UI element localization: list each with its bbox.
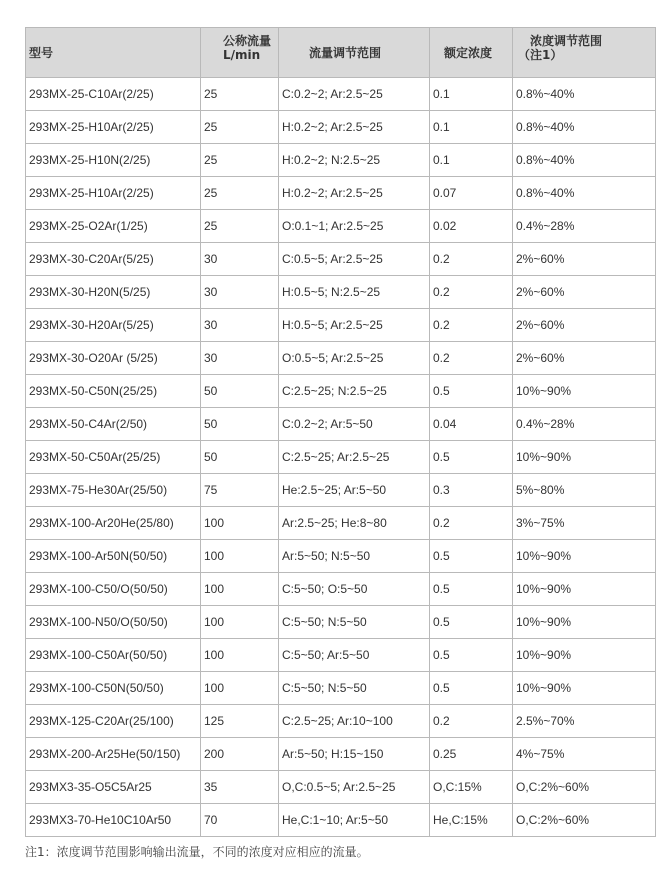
cell-concentration-range: 2.5%~70% xyxy=(513,705,656,738)
cell-nominal-flow: 70 xyxy=(201,804,279,837)
cell-model: 293MX-50-C50N(25/25) xyxy=(26,375,201,408)
table-row xyxy=(26,507,656,540)
cell-nominal-flow: 25 xyxy=(201,78,279,111)
cell-rated-concentration: He,C:15% xyxy=(430,804,513,837)
cell-concentration-range: 10%~90% xyxy=(513,606,656,639)
table-row xyxy=(26,573,656,606)
cell-model: 293MX-25-H10N(2/25) xyxy=(26,144,201,177)
header-concentration-range-note: （注1） xyxy=(518,48,563,62)
cell-concentration-range: 0.8%~40% xyxy=(513,111,656,144)
cell-flow-range: C:5~50; O:5~50 xyxy=(279,573,430,606)
cell-rated-concentration: 0.07 xyxy=(430,177,513,210)
cell-flow-range: C:0.2~2; Ar:2.5~25 xyxy=(279,78,430,111)
cell-nominal-flow: 100 xyxy=(201,639,279,672)
cell-flow-range: C:5~50; N:5~50 xyxy=(279,606,430,639)
cell-model: 293MX-30-H20N(5/25) xyxy=(26,276,201,309)
header-model: 型号 xyxy=(26,28,201,78)
table-row xyxy=(26,375,656,408)
cell-nominal-flow: 50 xyxy=(201,441,279,474)
header-nominal-flow-unit: L/min xyxy=(223,48,261,62)
cell-model: 293MX-100-C50Ar(50/50) xyxy=(26,639,201,672)
table-row xyxy=(26,78,656,111)
cell-rated-concentration: 0.1 xyxy=(430,111,513,144)
cell-concentration-range: 10%~90% xyxy=(513,573,656,606)
table-row xyxy=(26,177,656,210)
cell-flow-range: C:0.2~2; Ar:5~50 xyxy=(279,408,430,441)
cell-model: 293MX-25-O2Ar(1/25) xyxy=(26,210,201,243)
cell-model: 293MX-100-C50N(50/50) xyxy=(26,672,201,705)
cell-nominal-flow: 100 xyxy=(201,540,279,573)
cell-rated-concentration: 0.2 xyxy=(430,243,513,276)
header-rated-concentration: 额定浓度 xyxy=(430,28,513,78)
cell-flow-range: C:5~50; N:5~50 xyxy=(279,672,430,705)
cell-flow-range: Ar:2.5~25; He:8~80 xyxy=(279,507,430,540)
cell-rated-concentration: 0.04 xyxy=(430,408,513,441)
cell-rated-concentration: 0.1 xyxy=(430,144,513,177)
cell-concentration-range: 0.4%~28% xyxy=(513,408,656,441)
cell-model: 293MX-30-C20Ar(5/25) xyxy=(26,243,201,276)
cell-rated-concentration: 0.3 xyxy=(430,474,513,507)
cell-nominal-flow: 30 xyxy=(201,309,279,342)
cell-concentration-range: 0.8%~40% xyxy=(513,78,656,111)
cell-model: 293MX-50-C50Ar(25/25) xyxy=(26,441,201,474)
cell-nominal-flow: 100 xyxy=(201,573,279,606)
table-row xyxy=(26,639,656,672)
table-row xyxy=(26,738,656,771)
cell-concentration-range: 10%~90% xyxy=(513,639,656,672)
cell-rated-concentration: 0.2 xyxy=(430,507,513,540)
cell-nominal-flow: 30 xyxy=(201,276,279,309)
table-row xyxy=(26,771,656,804)
table-row xyxy=(26,804,656,837)
cell-concentration-range: 3%~75% xyxy=(513,507,656,540)
cell-rated-concentration: 0.5 xyxy=(430,540,513,573)
cell-flow-range: O,C:0.5~5; Ar:2.5~25 xyxy=(279,771,430,804)
table-row xyxy=(26,474,656,507)
cell-rated-concentration: 0.2 xyxy=(430,342,513,375)
cell-concentration-range: 10%~90% xyxy=(513,375,656,408)
cell-model: 293MX-30-O20Ar (5/25) xyxy=(26,342,201,375)
table-row xyxy=(26,540,656,573)
spec-table xyxy=(25,27,656,837)
cell-model: 293MX-200-Ar25He(50/150) xyxy=(26,738,201,771)
cell-flow-range: C:2.5~25; Ar:2.5~25 xyxy=(279,441,430,474)
cell-model: 293MX-25-C10Ar(2/25) xyxy=(26,78,201,111)
cell-model: 293MX-100-Ar20He(25/80) xyxy=(26,507,201,540)
cell-rated-concentration: 0.25 xyxy=(430,738,513,771)
cell-nominal-flow: 25 xyxy=(201,210,279,243)
cell-model: 293MX-100-N50/O(50/50) xyxy=(26,606,201,639)
cell-nominal-flow: 75 xyxy=(201,474,279,507)
table-header-row xyxy=(26,28,656,78)
cell-rated-concentration: 0.5 xyxy=(430,441,513,474)
cell-concentration-range: 2%~60% xyxy=(513,276,656,309)
table-row xyxy=(26,111,656,144)
cell-concentration-range: O,C:2%~60% xyxy=(513,771,656,804)
cell-concentration-range: 0.8%~40% xyxy=(513,177,656,210)
cell-rated-concentration: 0.5 xyxy=(430,375,513,408)
cell-concentration-range: 2%~60% xyxy=(513,309,656,342)
cell-rated-concentration: 0.2 xyxy=(430,276,513,309)
table-row xyxy=(26,606,656,639)
table-row xyxy=(26,210,656,243)
cell-concentration-range: 0.8%~40% xyxy=(513,144,656,177)
table-row xyxy=(26,342,656,375)
cell-concentration-range: 0.4%~28% xyxy=(513,210,656,243)
cell-flow-range: C:2.5~25; Ar:10~100 xyxy=(279,705,430,738)
header-concentration-range xyxy=(513,28,656,78)
table-row xyxy=(26,408,656,441)
cell-flow-range: H:0.2~2; N:2.5~25 xyxy=(279,144,430,177)
cell-flow-range: H:0.2~2; Ar:2.5~25 xyxy=(279,111,430,144)
cell-nominal-flow: 50 xyxy=(201,375,279,408)
cell-concentration-range: 5%~80% xyxy=(513,474,656,507)
header-concentration-range-label: 浓度调节范围 xyxy=(530,34,603,48)
cell-model: 293MX-30-H20Ar(5/25) xyxy=(26,309,201,342)
footnote: 注1：浓度调节范围影响输出流量，不同的浓度对应相应的流量。 xyxy=(25,845,369,859)
cell-rated-concentration: 0.5 xyxy=(430,573,513,606)
table-row xyxy=(26,309,656,342)
cell-nominal-flow: 25 xyxy=(201,177,279,210)
cell-rated-concentration: 0.5 xyxy=(430,639,513,672)
cell-rated-concentration: 0.2 xyxy=(430,705,513,738)
cell-flow-range: H:0.5~5; N:2.5~25 xyxy=(279,276,430,309)
header-nominal-flow xyxy=(201,28,279,78)
cell-flow-range: C:0.5~5; Ar:2.5~25 xyxy=(279,243,430,276)
cell-concentration-range: 2%~60% xyxy=(513,243,656,276)
table-row xyxy=(26,144,656,177)
cell-nominal-flow: 100 xyxy=(201,507,279,540)
cell-nominal-flow: 100 xyxy=(201,606,279,639)
cell-rated-concentration: 0.5 xyxy=(430,672,513,705)
table-row xyxy=(26,705,656,738)
cell-flow-range: C:5~50; Ar:5~50 xyxy=(279,639,430,672)
cell-concentration-range: 10%~90% xyxy=(513,441,656,474)
cell-concentration-range: 10%~90% xyxy=(513,672,656,705)
cell-rated-concentration: 0.2 xyxy=(430,309,513,342)
cell-model: 293MX-100-C50/O(50/50) xyxy=(26,573,201,606)
cell-flow-range: H:0.2~2; Ar:2.5~25 xyxy=(279,177,430,210)
table-body xyxy=(26,78,656,837)
cell-nominal-flow: 125 xyxy=(201,705,279,738)
cell-flow-range: C:2.5~25; N:2.5~25 xyxy=(279,375,430,408)
cell-nominal-flow: 30 xyxy=(201,342,279,375)
cell-flow-range: He:2.5~25; Ar:5~50 xyxy=(279,474,430,507)
table-row xyxy=(26,672,656,705)
cell-model: 293MX-25-H10Ar(2/25) xyxy=(26,177,201,210)
cell-concentration-range: 10%~90% xyxy=(513,540,656,573)
cell-flow-range: H:0.5~5; Ar:2.5~25 xyxy=(279,309,430,342)
cell-nominal-flow: 25 xyxy=(201,111,279,144)
cell-nominal-flow: 25 xyxy=(201,144,279,177)
header-nominal-flow-label: 公称流量 xyxy=(223,34,272,48)
cell-model: 293MX-75-He30Ar(25/50) xyxy=(26,474,201,507)
cell-flow-range: Ar:5~50; H:15~150 xyxy=(279,738,430,771)
cell-rated-concentration: 0.02 xyxy=(430,210,513,243)
cell-nominal-flow: 30 xyxy=(201,243,279,276)
cell-concentration-range: 4%~75% xyxy=(513,738,656,771)
cell-concentration-range: 2%~60% xyxy=(513,342,656,375)
cell-model: 293MX3-70-He10C10Ar50 xyxy=(26,804,201,837)
cell-flow-range: O:0.1~1; Ar:2.5~25 xyxy=(279,210,430,243)
cell-nominal-flow: 35 xyxy=(201,771,279,804)
cell-nominal-flow: 50 xyxy=(201,408,279,441)
cell-model: 293MX-50-C4Ar(2/50) xyxy=(26,408,201,441)
cell-nominal-flow: 100 xyxy=(201,672,279,705)
cell-model: 293MX-25-H10Ar(2/25) xyxy=(26,111,201,144)
cell-concentration-range: O,C:2%~60% xyxy=(513,804,656,837)
cell-flow-range: Ar:5~50; N:5~50 xyxy=(279,540,430,573)
spec-table-container xyxy=(25,27,655,837)
cell-nominal-flow: 200 xyxy=(201,738,279,771)
cell-model: 293MX3-35-O5C5Ar25 xyxy=(26,771,201,804)
header-flow-range: 流量调节范围 xyxy=(279,28,430,78)
cell-flow-range: O:0.5~5; Ar:2.5~25 xyxy=(279,342,430,375)
cell-flow-range: He,C:1~10; Ar:5~50 xyxy=(279,804,430,837)
cell-model: 293MX-125-C20Ar(25/100) xyxy=(26,705,201,738)
table-row xyxy=(26,243,656,276)
cell-rated-concentration: 0.5 xyxy=(430,606,513,639)
table-row xyxy=(26,441,656,474)
table-row xyxy=(26,276,656,309)
cell-model: 293MX-100-Ar50N(50/50) xyxy=(26,540,201,573)
cell-rated-concentration: O,C:15% xyxy=(430,771,513,804)
cell-rated-concentration: 0.1 xyxy=(430,78,513,111)
